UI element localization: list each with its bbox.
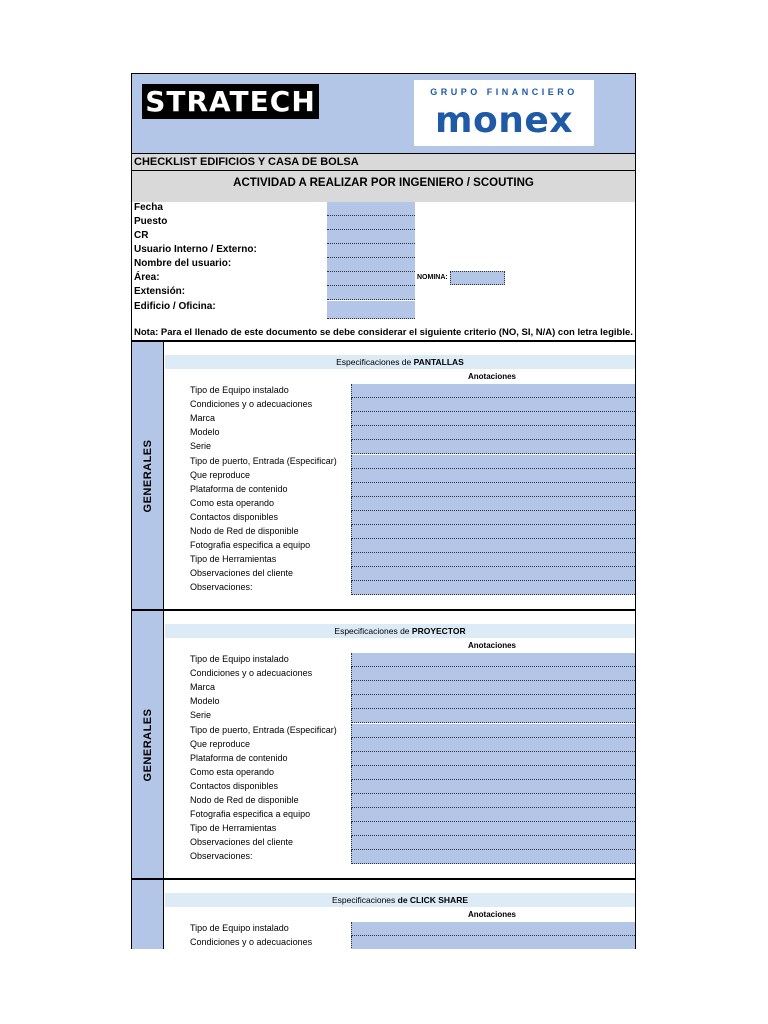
- spec-item-label: Observaciones:: [190, 582, 253, 593]
- spec-name: PROYECTOR: [411, 626, 466, 636]
- section-side-label: [132, 342, 164, 609]
- checklist-title: CHECKLIST EDIFICIOS Y CASA DE BOLSA: [132, 153, 635, 170]
- spec-section: [132, 609, 635, 878]
- field-label: Área:: [134, 272, 160, 283]
- monex-tagline: GRUPO FINANCIERO: [430, 87, 578, 97]
- spec-item-label: Condiciones y o adecuaciones: [190, 668, 313, 679]
- anotaciones-header: Anotaciones: [468, 910, 517, 919]
- spec-item-input[interactable]: [351, 511, 635, 525]
- anotaciones-header: Anotaciones: [468, 641, 517, 650]
- spec-item-label: Fotografia especifica a equipo: [190, 809, 311, 820]
- anotaciones-header: Anotaciones: [468, 372, 517, 381]
- spec-item-input[interactable]: [351, 455, 635, 469]
- spec-item-input[interactable]: [351, 497, 635, 511]
- stratech-logo: STRATECH: [142, 84, 319, 119]
- spec-item-input[interactable]: [351, 836, 635, 850]
- header-band: [132, 74, 635, 153]
- spec-heading: [165, 893, 635, 907]
- spec-name: de CLICK SHARE: [397, 895, 469, 905]
- nomina-input[interactable]: [450, 271, 505, 285]
- spec-item-label: Observaciones del cliente: [190, 837, 294, 848]
- spec-item-label: Serie: [190, 710, 212, 721]
- field-input[interactable]: [327, 202, 415, 216]
- section-side-text: GENERALES: [141, 708, 154, 781]
- field-label: Puesto: [134, 216, 168, 227]
- section-side-text: GENERALES: [141, 439, 154, 512]
- field-label: CR: [134, 230, 149, 241]
- spec-prefix: Especificaciones: [331, 895, 398, 905]
- spec-item-label: Como esta operando: [190, 766, 275, 777]
- field-input[interactable]: [327, 216, 415, 230]
- spec-item-input[interactable]: [351, 440, 635, 454]
- field-label: Fecha: [134, 202, 163, 213]
- spec-item-label: Tipo de Equipo instalado: [190, 654, 289, 664]
- field-input[interactable]: [327, 272, 415, 286]
- spec-item-label: Que reproduce: [190, 469, 251, 480]
- spec-item-input[interactable]: [351, 525, 635, 539]
- spec-item-label: Observaciones:: [190, 851, 253, 862]
- spec-item-input[interactable]: [351, 724, 635, 738]
- spec-item-label: Modelo: [190, 427, 220, 438]
- spec-item-label: Tipo de puerto, Entrada (Especificar): [190, 724, 337, 735]
- spec-item-input[interactable]: [351, 709, 635, 723]
- spec-item-input[interactable]: [351, 850, 635, 864]
- spec-item-input[interactable]: [351, 822, 635, 836]
- spec-item-input[interactable]: [351, 738, 635, 752]
- spec-item-input[interactable]: [351, 653, 635, 667]
- activity-title: ACTIVIDAD A REALIZAR POR INGENIERO / SCOUTING: [132, 170, 635, 202]
- spec-heading: [165, 624, 635, 638]
- spec-item-input[interactable]: [351, 469, 635, 483]
- spec-item-input[interactable]: [351, 539, 635, 553]
- spec-item-label: Tipo de puerto, Entrada (Especificar): [190, 455, 337, 466]
- spec-item-input[interactable]: [351, 426, 635, 440]
- spec-item-label: Nodo de Red de disponible: [190, 526, 299, 536]
- field-label: Nombre del usuario:: [134, 258, 232, 269]
- criteria-note: Nota: Para el llenado de este documento se debe considerar el siguiente criterio (NO, SI, N/A) con letra legible.: [134, 327, 633, 338]
- spec-item-input[interactable]: [351, 922, 635, 936]
- spec-item-label: Plataforma de contenido: [190, 752, 288, 763]
- spec-item-input[interactable]: [351, 681, 635, 695]
- spec-prefix: Especificaciones de: [334, 626, 412, 636]
- nomina-label: NOMINA:: [417, 274, 448, 281]
- spec-item-input[interactable]: [351, 766, 635, 780]
- spec-item-label: Condiciones y o adecuaciones: [190, 937, 313, 948]
- field-input[interactable]: [327, 258, 415, 272]
- spec-item-input[interactable]: [351, 794, 635, 808]
- spec-item-input[interactable]: [351, 581, 635, 595]
- field-label: Edificio / Oficina:: [134, 301, 216, 312]
- spec-item-label: Modelo: [190, 696, 220, 707]
- spec-item-input[interactable]: [351, 567, 635, 581]
- spec-item-label: Condiciones y o adecuaciones: [190, 399, 313, 410]
- field-label: Usuario Interno / Externo:: [134, 244, 257, 255]
- checklist-sheet: [131, 73, 636, 949]
- spec-item-label: Marca: [190, 682, 216, 693]
- field-input[interactable]: [327, 286, 415, 300]
- spec-item-label: Contactos disponibles: [190, 511, 279, 522]
- field-input[interactable]: [327, 301, 415, 319]
- spec-item-label: Serie: [190, 441, 212, 452]
- spec-item-input[interactable]: [351, 384, 635, 398]
- spec-item-input[interactable]: [351, 808, 635, 822]
- spec-item-label: Tipo de Equipo instalado: [190, 385, 289, 395]
- spec-item-input[interactable]: [351, 780, 635, 794]
- spec-item-label: Como esta operando: [190, 497, 275, 508]
- spec-item-input[interactable]: [351, 667, 635, 681]
- spec-item-input[interactable]: [351, 752, 635, 766]
- spec-item-input[interactable]: [351, 695, 635, 709]
- monex-wordmark: monex: [434, 100, 573, 141]
- spec-section: [132, 340, 635, 609]
- spec-item-input[interactable]: [351, 398, 635, 412]
- spec-item-label: Tipo de Herramientas: [190, 554, 277, 565]
- spec-heading: [165, 355, 635, 369]
- section-side-label: [132, 611, 164, 878]
- spec-item-label: Marca: [190, 413, 216, 424]
- field-label: Extensión:: [134, 286, 186, 297]
- spec-item-label: Nodo de Red de disponible: [190, 795, 299, 805]
- spec-item-input[interactable]: [351, 412, 635, 426]
- spec-item-label: Tipo de Herramientas: [190, 823, 277, 834]
- spec-name: PANTALLAS: [413, 357, 464, 367]
- spec-item-input[interactable]: [351, 553, 635, 567]
- field-input[interactable]: [327, 244, 415, 258]
- spec-item-label: Fotografia especifica a equipo: [190, 540, 311, 551]
- field-input[interactable]: [327, 230, 415, 244]
- spec-section: [132, 878, 635, 949]
- spec-item-input[interactable]: [351, 483, 635, 497]
- spec-item-label: Contactos disponibles: [190, 780, 279, 791]
- spec-item-input[interactable]: [351, 936, 635, 949]
- section-side-label: [132, 880, 164, 949]
- spec-item-label: Observaciones del cliente: [190, 568, 294, 579]
- spec-prefix: Especificaciones de: [336, 357, 414, 367]
- spec-item-label: Que reproduce: [190, 738, 251, 749]
- spec-item-label: Tipo de Equipo instalado: [190, 923, 289, 933]
- spec-item-label: Plataforma de contenido: [190, 483, 288, 494]
- monex-logo: [414, 80, 594, 146]
